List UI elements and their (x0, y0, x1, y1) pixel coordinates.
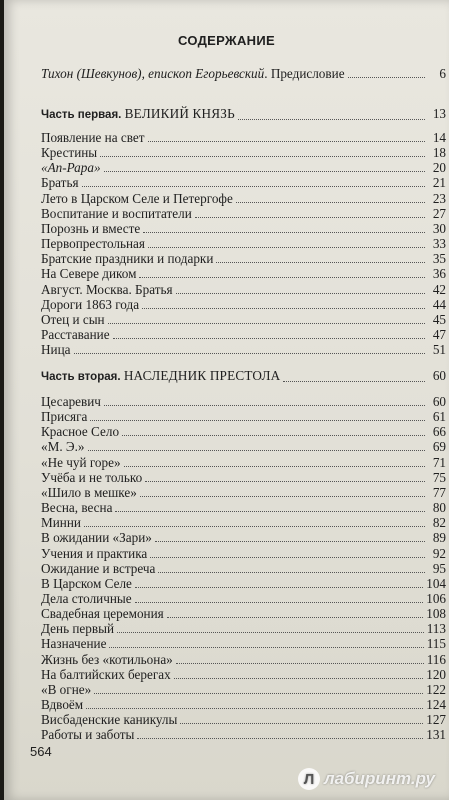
chapter-title: Первопрестольная (41, 236, 145, 252)
chapter-title: «Не чуй горе» (41, 454, 121, 470)
leader-dots (158, 571, 425, 573)
leader-dots (124, 465, 425, 467)
toc-entry (41, 667, 446, 682)
toc-entry (41, 160, 446, 175)
leader-dots (74, 352, 426, 354)
page-number: 66 (432, 424, 446, 440)
folio-page-number: 564 (30, 744, 52, 759)
page-number: 104 (426, 575, 446, 591)
page-number: 106 (426, 590, 446, 606)
leader-dots (195, 216, 425, 218)
toc-entry (41, 727, 446, 742)
leader-dots (180, 722, 423, 724)
toc-entry (41, 424, 446, 439)
chapter-title: Порознь и вместе (41, 220, 141, 236)
part-prefix: Часть вторая. (41, 371, 121, 383)
page-number: 116 (426, 651, 446, 667)
page-number: 77 (432, 484, 446, 500)
toc-entry (41, 682, 446, 697)
page-number: 21 (432, 175, 446, 191)
chapter-title: Учения и практика (41, 545, 148, 561)
toc-entry (41, 652, 446, 667)
labirint-logo-icon: Л (298, 768, 320, 790)
toc-entry (41, 327, 446, 342)
leader-dots (100, 155, 425, 157)
chapter-title: Появление на свет (41, 130, 145, 145)
chapter-title: Расставание (41, 326, 110, 342)
leader-dots (150, 556, 425, 558)
toc-entry (41, 439, 446, 454)
toc-part-one (41, 106, 446, 123)
chapter-title: В Царском Селе (41, 575, 132, 591)
page-number: 124 (426, 697, 446, 712)
chapter-title: Лето в Царском Селе и Петергофе (41, 190, 233, 206)
preface-label: . Предисловие (264, 66, 345, 81)
toc-entry (41, 485, 446, 500)
leader-dots (135, 601, 424, 603)
toc-entry (41, 500, 446, 515)
toc-entry (41, 470, 446, 485)
part-title: НАСЛЕДНИК ПРЕСТОЛА (123, 368, 281, 383)
toc-entry (41, 236, 446, 251)
toc-entry (41, 297, 446, 312)
page-number: 27 (432, 205, 446, 221)
page-number: 131 (426, 727, 446, 743)
chapter-title: В ожидании «Зари» (41, 530, 152, 546)
leader-dots (143, 231, 425, 233)
page-number: 23 (432, 190, 446, 206)
leader-dots (104, 404, 425, 406)
chapter-title: Ожидание и встреча (41, 560, 156, 576)
page-number: 108 (426, 606, 446, 622)
leader-dots (148, 140, 425, 142)
page-number: 51 (432, 342, 446, 358)
page-number: 47 (432, 326, 446, 342)
toc-entry (41, 206, 446, 221)
chapter-title: Дороги 1863 года (41, 296, 140, 312)
page-number: 20 (432, 160, 446, 176)
page-number: 122 (426, 681, 446, 697)
page-number: 45 (432, 311, 446, 327)
page-number: 60 (432, 368, 446, 383)
page-number: 13 (432, 106, 446, 121)
chapter-title: Учёба и не только (41, 469, 143, 485)
chapter-title: Отец и сын (41, 311, 105, 327)
toc-entry (41, 697, 446, 712)
toc-entry (41, 394, 446, 409)
chapter-title: «М. Э.» (41, 439, 85, 455)
page-number: 71 (432, 454, 446, 470)
chapter-title: Минни (41, 515, 81, 531)
page-number: 120 (426, 666, 446, 682)
leader-dots (137, 737, 423, 739)
preface-author: Тихон (Шевкунов), епископ Егорьевский (41, 66, 265, 81)
page-number: 30 (432, 220, 446, 236)
page-number: 95 (432, 560, 446, 576)
leader-dots (155, 540, 425, 542)
leader-dots (145, 480, 425, 482)
leader-dots (283, 380, 425, 382)
toc-entry (41, 606, 446, 621)
chapter-title: На балтийских берегах (41, 666, 171, 682)
chapter-title: Весна, весна (41, 500, 113, 516)
chapter-title: Жизнь без «котильона» (41, 651, 173, 667)
chapter-title: Висбаденские каникулы (41, 712, 178, 728)
page-number: 89 (432, 530, 446, 546)
chapter-title: Свадебная церемония (41, 606, 164, 622)
page-number: 127 (426, 712, 446, 728)
toc-entry (41, 621, 446, 636)
page-number: 92 (432, 545, 446, 561)
page-number: 60 (432, 394, 446, 409)
page-number: 42 (432, 281, 446, 297)
toc-entry (41, 712, 446, 727)
toc-entry (41, 282, 446, 297)
toc-entry (41, 576, 446, 591)
leader-dots (135, 586, 423, 588)
chapter-title: Крестины (41, 145, 98, 161)
toc-entry (41, 515, 446, 530)
toc-entry (41, 145, 446, 160)
page-number: 18 (432, 145, 446, 161)
toc-entry (41, 312, 446, 327)
leader-dots (176, 292, 425, 294)
leader-dots (117, 631, 424, 633)
chapter-title: «В огне» (41, 681, 92, 697)
toc-entry (41, 130, 446, 145)
leader-dots (236, 201, 425, 203)
chapter-title: «Шило в мешке» (41, 484, 137, 500)
chapter-title: Цесаревич (41, 394, 101, 409)
toc-entry (41, 636, 446, 651)
page-number: 115 (426, 636, 446, 652)
leader-dots (216, 261, 425, 263)
page-number: 6 (439, 66, 446, 81)
leader-dots (113, 337, 425, 339)
page-number: 33 (432, 236, 446, 252)
chapter-title: Красное Село (41, 424, 120, 440)
leader-dots (115, 510, 425, 512)
page-number: 44 (432, 296, 446, 312)
leader-dots (139, 276, 425, 278)
toc-entry (41, 546, 446, 561)
chapter-title: «Ап-Рара» (41, 160, 101, 176)
leader-dots (84, 525, 425, 527)
toc-entry (41, 251, 446, 266)
leader-dots (109, 646, 423, 648)
watermark-text: лабиринт.ру (324, 769, 435, 788)
leader-dots (90, 419, 425, 421)
leader-dots (108, 322, 425, 324)
leader-dots (238, 118, 425, 120)
leader-dots (122, 434, 425, 436)
part-title: ВЕЛИКИЙ КНЯЗЬ (124, 106, 235, 121)
chapter-title: Воспитание и воспитатели (41, 205, 192, 221)
toc-preface (41, 66, 446, 81)
chapter-title: Присяга (41, 409, 88, 425)
leader-dots (167, 616, 423, 618)
toc-entry (41, 175, 446, 190)
chapter-title: Назначение (41, 636, 107, 652)
leader-dots (88, 449, 425, 451)
toc-entry (41, 409, 446, 424)
page-title: СОДЕРЖАНИЕ (178, 33, 275, 48)
toc-entry (41, 591, 446, 606)
leader-dots (148, 246, 425, 248)
chapter-title: Дела столичные (41, 590, 132, 606)
chapter-title: Работы и заботы (41, 727, 135, 743)
toc-entry (41, 530, 446, 545)
page-number: 35 (432, 251, 446, 267)
page-number: 113 (426, 621, 446, 637)
book-page (4, 0, 449, 800)
leader-dots (176, 662, 424, 664)
leader-dots (86, 707, 423, 709)
chapter-title: Вдвоём (41, 697, 84, 712)
chapter-title: Ница (41, 342, 71, 358)
leader-dots (140, 495, 425, 497)
chapter-title: Братья (41, 175, 79, 191)
page-number: 75 (432, 469, 446, 485)
toc-entry (41, 266, 446, 281)
toc-entry (41, 191, 446, 206)
leader-dots (348, 76, 425, 78)
chapter-title: Август. Москва. Братья (41, 281, 173, 297)
page-number: 80 (432, 500, 446, 516)
watermark (298, 768, 435, 790)
chapter-title: Братские праздники и подарки (41, 251, 214, 267)
leader-dots (94, 692, 423, 694)
toc-entry (41, 561, 446, 576)
chapter-title: На Севере диком (41, 266, 137, 282)
page-number: 14 (432, 130, 446, 145)
toc-part-two (41, 368, 446, 385)
page-number: 69 (432, 439, 446, 455)
leader-dots (104, 170, 425, 172)
toc-entry (41, 221, 446, 236)
part-prefix: Часть первая. (41, 109, 122, 121)
page-number: 36 (432, 266, 446, 282)
leader-dots (142, 307, 425, 309)
chapter-title: День первый (41, 621, 115, 637)
leader-dots (174, 677, 424, 679)
page-number: 82 (432, 515, 446, 531)
page-number: 61 (432, 409, 446, 425)
toc-entry (41, 342, 446, 357)
leader-dots (82, 185, 425, 187)
toc-entry (41, 455, 446, 470)
